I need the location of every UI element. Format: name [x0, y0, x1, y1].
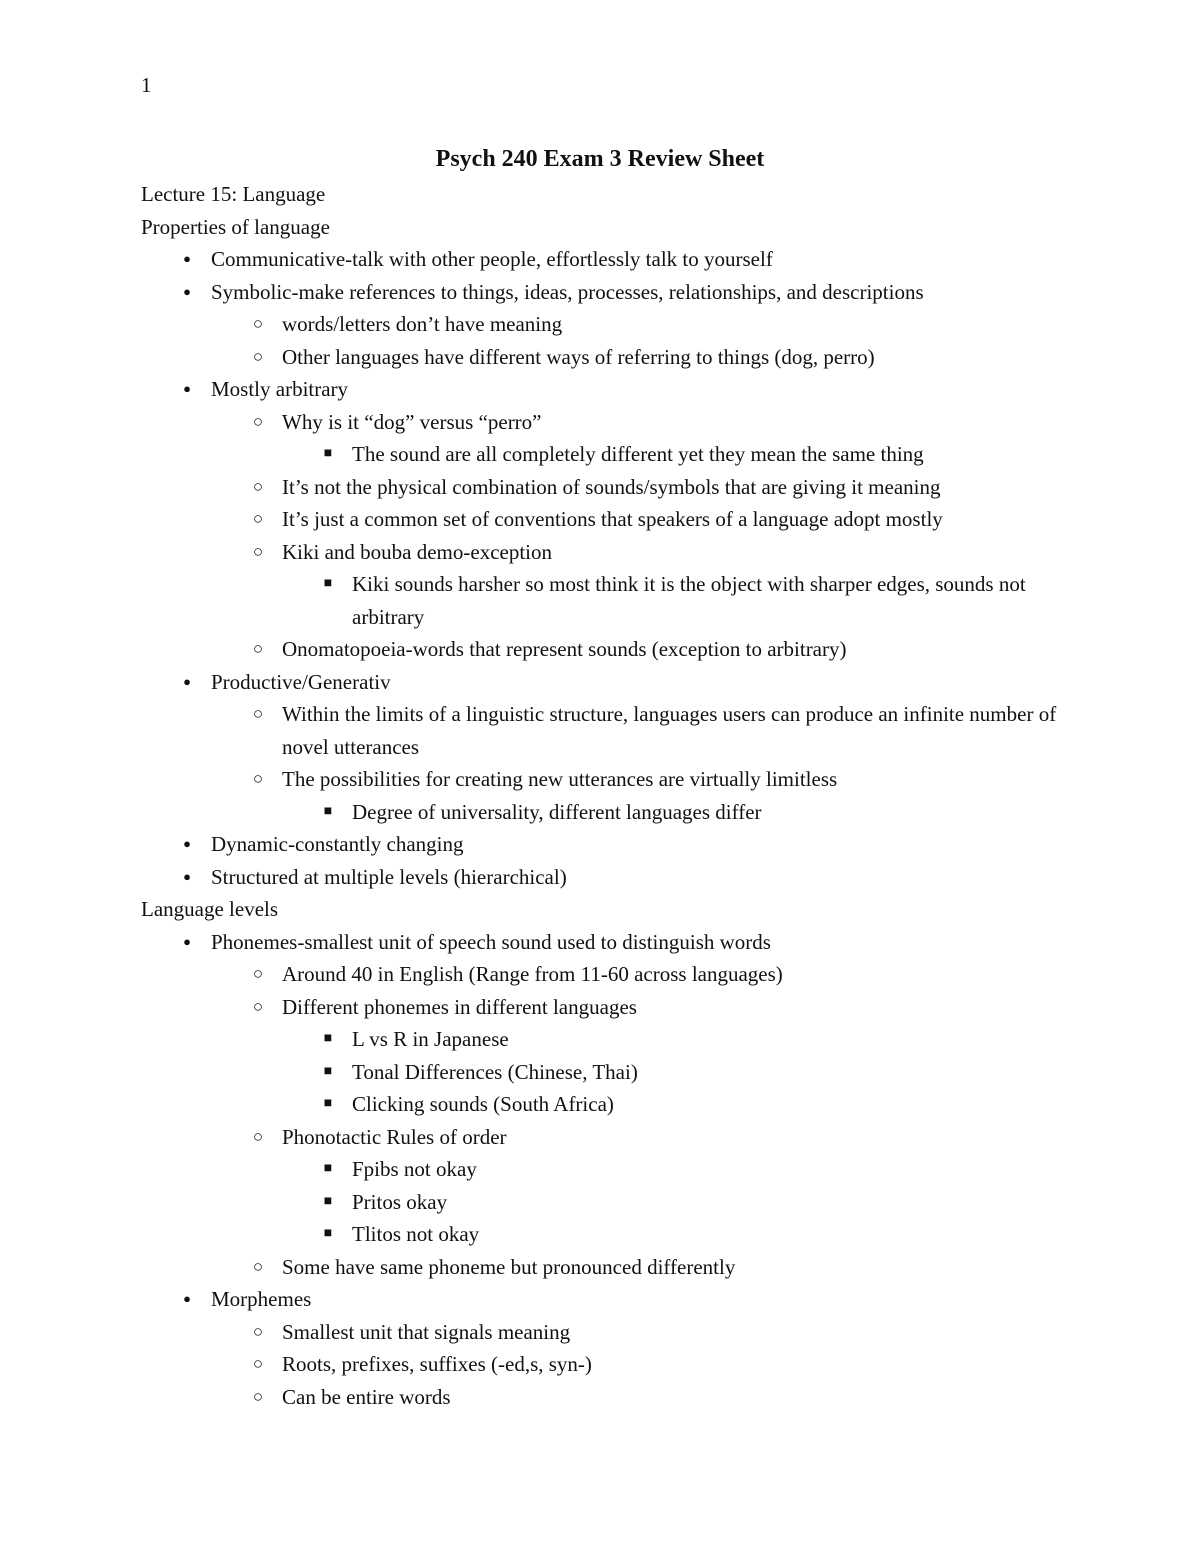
square-bullet-icon: ■ [323, 1226, 333, 1241]
list-item [183, 861, 1071, 894]
square-bullet-icon: ■ [323, 1193, 333, 1209]
hollow-circle-bullet-icon: ○ [252, 314, 264, 333]
list-item [252, 308, 1071, 341]
list-item-text: It’s not the physical combination of sounds/symbols that are giving it meaning [282, 474, 941, 499]
hollow-circle-bullet-icon: ○ [252, 1386, 264, 1406]
square-bullet-icon: ■ [323, 1096, 333, 1111]
list-item-text: Mostly arbitrary [211, 377, 349, 401]
list-item [323, 796, 1071, 829]
list-item [252, 698, 1062, 763]
list-item-text: L vs R in Japanese [352, 1027, 509, 1051]
list-item-text: Within the limits of a linguistic structure, languages users can produce an infinite number of novel utterances [282, 702, 1057, 759]
list-item-text: Other languages have different ways of referring to things (dog, perro) [282, 344, 875, 369]
list-item [252, 1381, 1071, 1414]
list-item-text: Onomatopoeia-words that represent sounds (exception to arbitrary) [282, 637, 847, 661]
list-item-text: Properties of language [141, 214, 330, 239]
hollow-circle-bullet-icon: ○ [252, 1354, 264, 1373]
hollow-circle-bullet-icon: ○ [252, 769, 264, 788]
list-item [323, 438, 1071, 471]
list-item [252, 341, 1071, 374]
list-item [183, 373, 1071, 406]
list-item-text: Kiki and bouba demo-exception [282, 539, 553, 564]
list-item [323, 1153, 1071, 1186]
outline-content [141, 178, 1071, 1413]
list-item [252, 1316, 1071, 1349]
list-item [252, 503, 1071, 536]
list-item-text: Tonal Differences (Chinese, Thai) [352, 1059, 638, 1084]
hollow-circle-bullet-icon: ○ [252, 541, 264, 561]
list-item [183, 1283, 1071, 1316]
list-item-text: Different phonemes in different languages [282, 994, 637, 1019]
filled-circle-bullet-icon: ● [183, 283, 191, 299]
list-item-text: Productive/Generativ [211, 669, 391, 694]
list-item-text: The possibilities for creating new utterances are virtually limitless [282, 767, 838, 791]
list-item-text: Structured at multiple levels (hierarchical) [211, 864, 567, 889]
list-item-text: Communicative-talk with other people, effortlessly talk to yourself [211, 247, 773, 271]
list-item [252, 763, 1071, 796]
list-item-text: Phonotactic Rules of order [282, 1124, 507, 1149]
list-item [252, 1121, 1071, 1154]
filled-circle-bullet-icon: ● [183, 868, 191, 884]
list-item-text: Tlitos not okay [352, 1222, 480, 1246]
list-item-text: Morphemes [211, 1287, 312, 1311]
filled-circle-bullet-icon: ● [183, 673, 191, 689]
list-item [183, 666, 1071, 699]
document-title: Psych 240 Exam 3 Review Sheet [435, 146, 765, 172]
hollow-circle-bullet-icon: ○ [252, 704, 264, 723]
hollow-circle-bullet-icon: ○ [252, 509, 264, 528]
list-item-text: Kiki sounds harsher so most think it is the object with sharper edges, sounds not arbitrary [352, 572, 1026, 629]
hollow-circle-bullet-icon: ○ [252, 1321, 264, 1341]
list-item-text: Lecture 15: Language [141, 182, 326, 206]
hollow-circle-bullet-icon: ○ [252, 411, 264, 431]
hollow-circle-bullet-icon: ○ [252, 1126, 264, 1146]
list-item [323, 1023, 1071, 1056]
hollow-circle-bullet-icon: ○ [252, 476, 264, 496]
filled-circle-bullet-icon: ● [183, 251, 191, 266]
list-item [252, 406, 1071, 439]
list-item-text: Symbolic-make references to things, ideas, processes, relationships, and descriptions [211, 279, 924, 304]
filled-circle-bullet-icon: ● [183, 836, 191, 851]
hollow-circle-bullet-icon: ○ [252, 964, 264, 983]
list-item-text: Smallest unit that signals meaning [282, 1319, 571, 1344]
hollow-circle-bullet-icon: ○ [252, 346, 264, 366]
list-item-text: Fpibs not okay [352, 1157, 477, 1181]
hollow-circle-bullet-icon: ○ [252, 996, 264, 1016]
list-item-text: words/letters don’t have meaning [282, 312, 563, 336]
list-item [183, 828, 1071, 861]
section-heading [141, 211, 1071, 244]
list-item [183, 926, 1071, 959]
hollow-circle-bullet-icon: ○ [252, 1256, 264, 1276]
square-bullet-icon: ■ [323, 576, 333, 591]
square-bullet-icon: ■ [323, 1161, 333, 1176]
square-bullet-icon: ■ [323, 1031, 333, 1046]
filled-circle-bullet-icon: ● [183, 933, 191, 949]
list-item-text: Language levels [141, 897, 279, 921]
filled-circle-bullet-icon: ● [183, 381, 191, 396]
list-item [323, 1186, 1071, 1219]
list-item-text: Dynamic-constantly changing [211, 832, 464, 856]
list-item-text: The sound are all completely different yet they mean the same thing [352, 442, 924, 466]
list-item-text: Phonemes-smallest unit of speech sound used to distinguish words [211, 929, 771, 954]
list-item [323, 1218, 1071, 1251]
page-number: 1 [141, 73, 152, 97]
list-item [252, 1348, 1071, 1381]
list-item [183, 243, 1071, 276]
list-item-text: Pritos okay [352, 1189, 448, 1214]
list-item-text: It’s just a common set of conventions that speakers of a language adopt mostly [282, 507, 943, 531]
list-item [252, 471, 1071, 504]
list-item [323, 1088, 1071, 1121]
list-item [252, 536, 1071, 569]
list-item [252, 1251, 1071, 1284]
list-item [252, 633, 1071, 666]
list-item-text: Some have same phoneme but pronounced differently [282, 1254, 736, 1279]
hollow-circle-bullet-icon: ○ [252, 639, 264, 658]
list-item [323, 1056, 1071, 1089]
list-item-text: Why is it “dog” versus “perro” [282, 409, 542, 434]
section-heading [141, 178, 1071, 211]
list-item [323, 568, 1042, 633]
list-item-text: Clicking sounds (South Africa) [352, 1092, 614, 1116]
list-item [183, 276, 1071, 309]
list-item-text: Roots, prefixes, suffixes (-ed,s, syn-) [282, 1352, 592, 1376]
section-heading [141, 893, 1071, 926]
list-item-text: Degree of universality, different languages differ [352, 799, 762, 824]
list-item [252, 991, 1071, 1024]
square-bullet-icon: ■ [323, 446, 333, 461]
list-item-text: Can be entire words [282, 1384, 451, 1409]
list-item-text: Around 40 in English (Range from 11-60 across languages) [282, 962, 783, 986]
list-item [252, 958, 1071, 991]
filled-circle-bullet-icon: ● [183, 1291, 191, 1306]
square-bullet-icon: ■ [323, 803, 333, 819]
square-bullet-icon: ■ [323, 1063, 333, 1079]
